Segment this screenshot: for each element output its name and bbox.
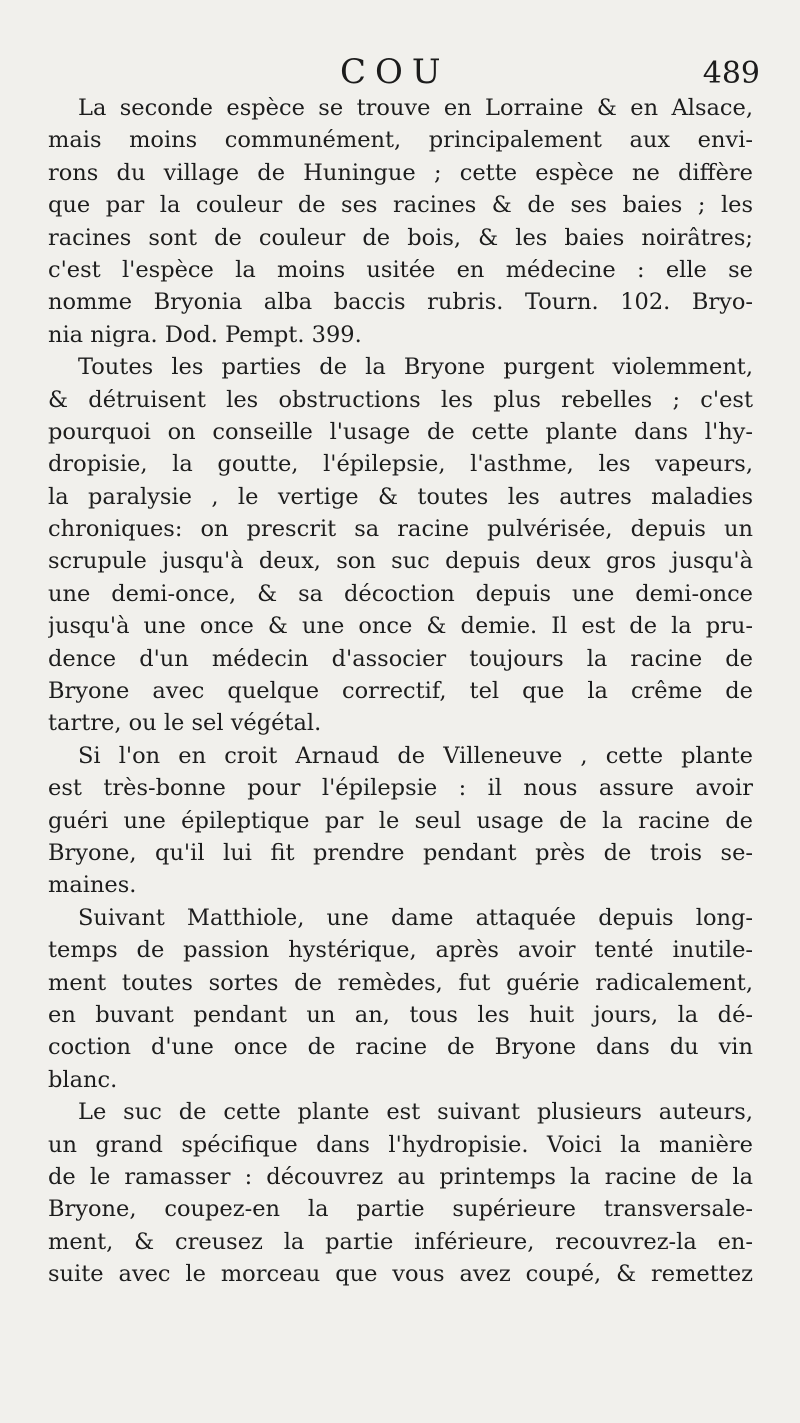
running-head: COU xyxy=(340,52,450,92)
text-line: racines sont de couleur de bois, & les baies noirâtres; xyxy=(48,224,753,251)
text-line: Bryone, coupez-en la partie supérieure transversale- xyxy=(48,1196,753,1223)
text-line: scrupule jusqu'à deux, son suc depuis deux gros jusqu'à xyxy=(48,548,753,575)
text-line: ment, & creusez la partie inférieure, recouvrez-la en- xyxy=(48,1228,753,1255)
text-line: rons du village de Huningue ; cette espèce ne diffère xyxy=(48,159,753,186)
text-line: dence d'un médecin d'associer toujours la racine de xyxy=(48,645,753,672)
text-line: blanc. xyxy=(48,1066,118,1093)
text-line: ment toutes sortes de remèdes, fut guérie radicalement, xyxy=(48,969,753,996)
body-text xyxy=(48,92,753,1290)
text-line: chroniques: on prescrit sa racine pulvérisée, depuis un xyxy=(48,516,753,543)
text-line: nia nigra. Dod. Pempt. 399. xyxy=(48,321,362,348)
text-line: une demi-once, & sa décoction depuis une demi-once xyxy=(48,580,753,607)
text-line: tartre, ou le sel végétal. xyxy=(48,710,322,737)
text-line: temps de passion hystérique, après avoir tenté inutile- xyxy=(48,937,753,964)
text-line: pourquoi on conseille l'usage de cette plante dans l'hy- xyxy=(48,418,753,445)
text-line: maines. xyxy=(48,872,137,899)
page-number: 489 xyxy=(702,56,760,91)
text-line: Suivant Matthiole, une dame attaquée depuis long- xyxy=(78,904,753,931)
text-line: jusqu'à une once & une once & demie. Il est de la pru- xyxy=(48,613,753,640)
text-line: un grand spécifique dans l'hydropisie. Voici la manière xyxy=(48,1131,753,1158)
text-line: dropisie, la goutte, l'épilepsie, l'asthme, les vapeurs, xyxy=(48,451,753,478)
text-line: & détruisent les obstructions les plus rebelles ; c'est xyxy=(48,386,753,413)
text-line: de le ramasser : découvrez au printemps la racine de la xyxy=(48,1163,753,1190)
text-line: Bryone avec quelque correctif, tel que la crême de xyxy=(48,678,753,705)
text-line: mais moins communément, principalement aux envi- xyxy=(48,127,753,154)
text-line: en buvant pendant un an, tous les huit jours, la dé- xyxy=(48,1001,753,1028)
text-line: suite avec le morceau que vous avez coupé, & remettez xyxy=(48,1261,753,1288)
text-line: que par la couleur de ses racines & de ses baies ; les xyxy=(48,192,753,219)
text-line: c'est l'espèce la moins usitée en médecine : elle se xyxy=(48,256,753,283)
text-line: coction d'une once de racine de Bryone dans du vin xyxy=(48,1034,753,1061)
text-line: la paralysie , le vertige & toutes les autres maladies xyxy=(48,483,753,510)
text-line: nomme Bryonia alba baccis rubris. Tourn. 102. Bryo- xyxy=(48,289,753,316)
text-line: Bryone, qu'il lui fit prendre pendant près de trois se- xyxy=(48,839,753,866)
text-line: est très-bonne pour l'épilepsie : il nous assure avoir xyxy=(48,775,753,802)
text-line: Si l'on en croit Arnaud de Villeneuve , cette plante xyxy=(78,742,753,769)
text-line: Le suc de cette plante est suivant plusieurs auteurs, xyxy=(78,1099,753,1126)
text-line: Toutes les parties de la Bryone purgent violemment, xyxy=(78,354,753,381)
text-line: La seconde espèce se trouve en Lorraine & en Alsace, xyxy=(78,95,753,121)
text-line: guéri une épileptique par le seul usage de la racine de xyxy=(48,807,753,834)
